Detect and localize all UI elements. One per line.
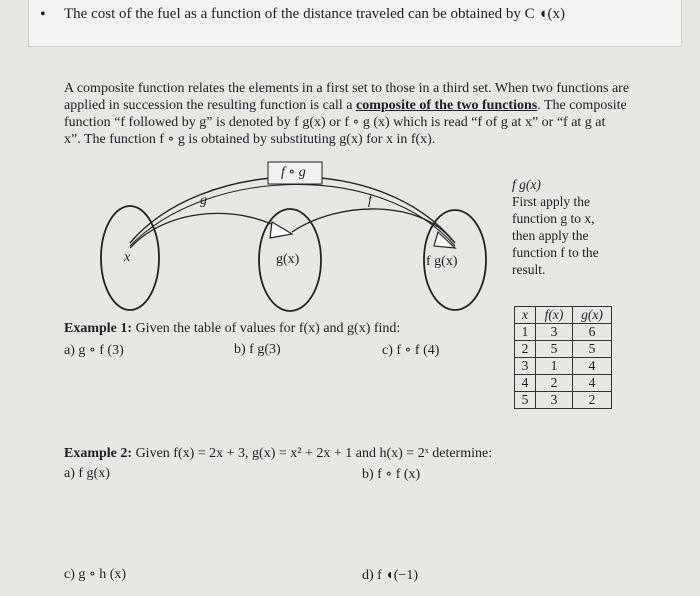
example-2-part-d: d) f ◖(−1) xyxy=(362,568,418,583)
values-table xyxy=(514,306,612,409)
cell-x: 4 xyxy=(515,375,536,392)
table-header-row xyxy=(515,307,612,324)
example-2-part-a: a) f g(x) xyxy=(64,466,110,481)
header-gx: g(x) xyxy=(573,307,612,324)
set-x-label: x xyxy=(124,250,131,265)
example-2-heading xyxy=(64,446,492,462)
para-line-2-a: applied in succession the resulting function is call a xyxy=(64,98,356,113)
g-arrow xyxy=(130,213,286,248)
cell-x: 3 xyxy=(515,358,536,375)
side-note-line-2: function g to x, xyxy=(512,211,595,226)
header-x: x xyxy=(515,307,536,324)
example-1-heading xyxy=(64,321,400,337)
bullet-marker: • xyxy=(40,6,46,23)
cell-gx: 2 xyxy=(573,392,612,409)
side-note-heading: f g(x) xyxy=(512,177,541,192)
header-fx: f(x) xyxy=(536,307,573,324)
example-1-title: Example 1: xyxy=(64,321,133,336)
example-2-part-b: b) f ∘ f (x) xyxy=(362,467,421,482)
cell-gx: 4 xyxy=(573,375,612,392)
cell-x: 5 xyxy=(515,392,536,409)
side-note-line-4: function f to the xyxy=(512,245,599,260)
example-1-part-a: a) g ∘ f (3) xyxy=(64,343,124,358)
set-fgx-label: f g(x) xyxy=(426,254,458,269)
cell-fx: 2 xyxy=(536,375,573,392)
example-2-title: Example 2: xyxy=(64,446,133,461)
bullet-text: The cost of the fuel as a function of the distance traveled can be obtained by C ◖(x) xyxy=(64,6,565,22)
table-row xyxy=(515,375,612,392)
table-row xyxy=(515,392,612,409)
table-row xyxy=(515,358,612,375)
composite-arrow-inner xyxy=(130,184,455,246)
cell-fx: 3 xyxy=(536,324,573,341)
para-line-1: A composite function relates the elements in a first set to those in a third set. When two functions are xyxy=(64,81,630,96)
side-note-line-5: result. xyxy=(512,262,546,277)
side-note xyxy=(512,176,632,278)
cell-gx: 4 xyxy=(573,358,612,375)
g-arrowhead xyxy=(270,222,292,238)
set-gx-label: g(x) xyxy=(276,252,300,267)
example-1-part-c: c) f ∘ f (4) xyxy=(382,343,440,358)
example-2-part-c: c) g ∘ h (x) xyxy=(64,567,127,582)
cell-fx: 1 xyxy=(536,358,573,375)
table-row xyxy=(515,324,612,341)
table-row xyxy=(515,341,612,358)
composite-term: composite of the two functions xyxy=(355,98,538,113)
cell-x: 2 xyxy=(515,341,536,358)
cell-gx: 5 xyxy=(573,341,612,358)
example-2-text: Given f(x) = 2x + 3, g(x) = x² + 2x + 1 and h(x) = 2ˣ determine: xyxy=(135,446,493,461)
side-note-line-3: then apply the xyxy=(512,228,589,243)
cell-fx: 5 xyxy=(536,341,573,358)
cell-x: 1 xyxy=(515,324,536,341)
cell-fx: 3 xyxy=(536,392,573,409)
composite-label: f ∘ g xyxy=(281,165,306,180)
cell-gx: 6 xyxy=(573,324,612,341)
para-line-4: x”. The function f ∘ g is obtained by substituting g(x) for x in f(x). xyxy=(64,132,436,147)
example-1-part-b: b) f g(3) xyxy=(234,342,281,357)
f-arrow-label: f xyxy=(368,193,372,208)
side-note-line-1: First apply the xyxy=(512,194,590,209)
g-arrow-label: g xyxy=(200,193,207,208)
example-1-text: Given the table of values for f(x) and g(x) find: xyxy=(135,321,401,336)
para-line-3: function “f followed by g” is denoted by f g(x) or f ∘ g (x) which is read “f of g at x” or “f at g at xyxy=(64,115,606,130)
para-line-2-b: . The composite xyxy=(537,98,627,113)
